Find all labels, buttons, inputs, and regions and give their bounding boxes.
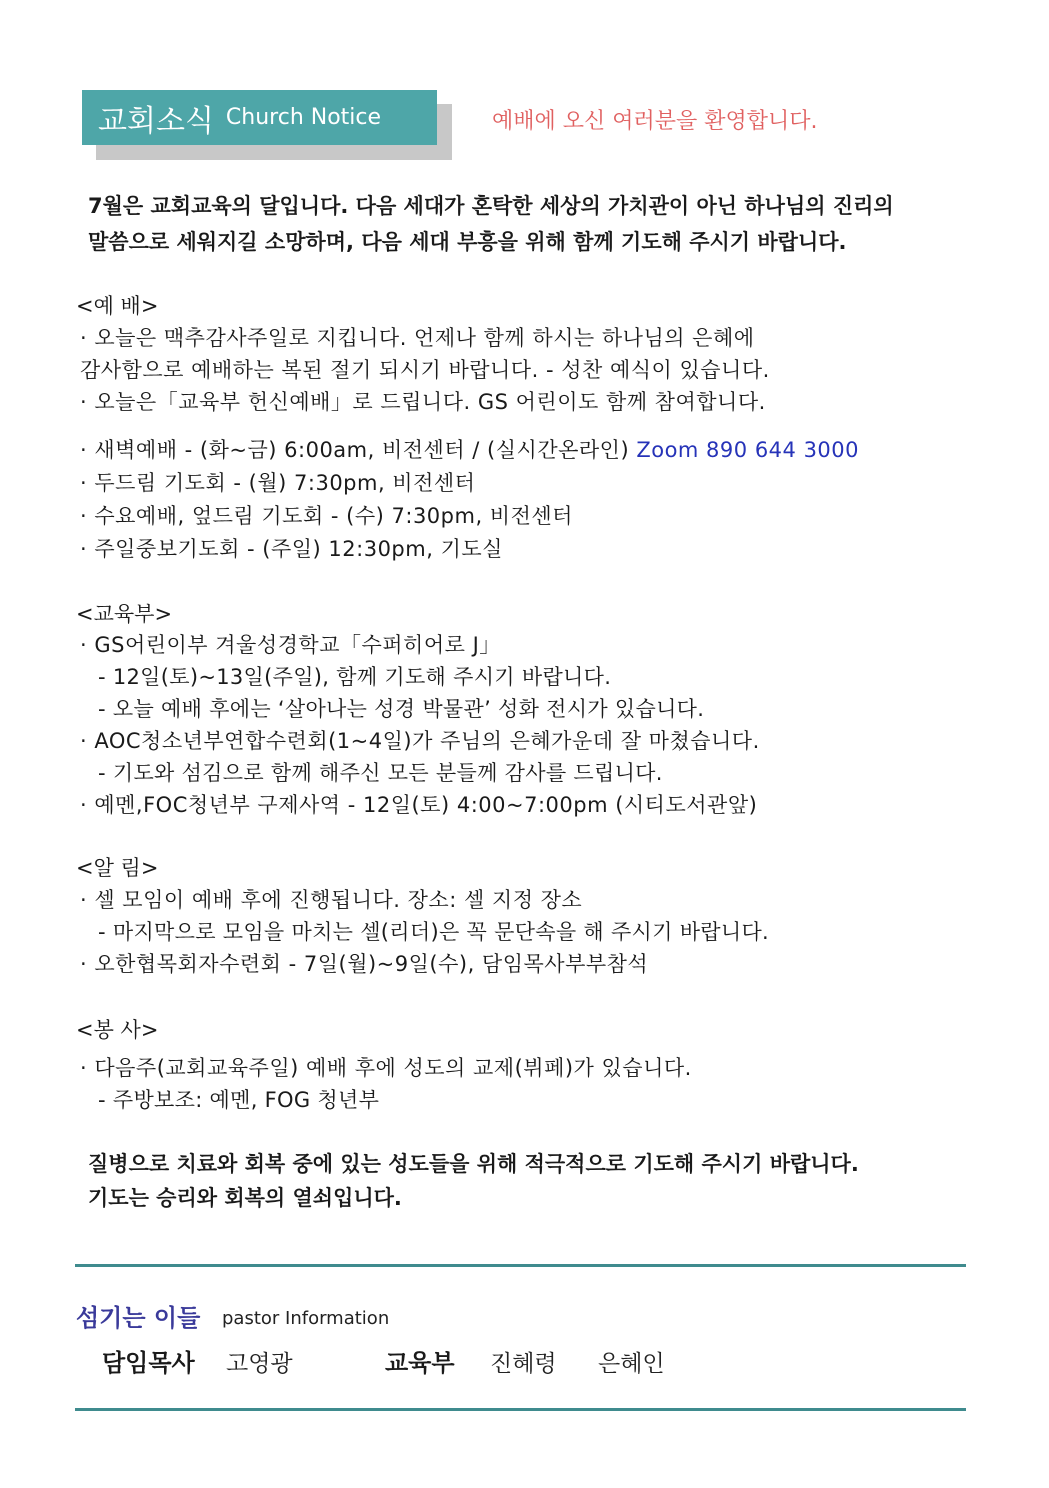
closing-line-2: 기도는 승리와 회복의 열쇠입니다. xyxy=(88,1186,402,1210)
education-role: 교육부 xyxy=(385,1349,455,1377)
intro-line-1: 7월은 교회교육의 달입니다. 다음 세대가 혼탁한 세상의 가치관이 아닌 하나님의 진리의 xyxy=(88,194,894,218)
divider-top xyxy=(75,1264,966,1267)
section-heading-education: <교육부> xyxy=(76,602,173,626)
section-heading-worship: <예 배> xyxy=(76,294,159,318)
section-heading-notice: <알 림> xyxy=(76,856,159,880)
list-item: · 셀 모임이 예배 후에 진행됩니다. 장소: 셀 지정 장소 xyxy=(80,888,583,912)
zoom-meeting-id: Zoom 890 644 3000 xyxy=(636,438,860,462)
list-item: · AOC청소년부연합수련회(1~4일)가 주님의 은혜가운데 잘 마쳤습니다. xyxy=(80,729,760,753)
senior-pastor-role: 담임목사 xyxy=(102,1349,195,1377)
divider-bottom xyxy=(75,1408,966,1411)
sub-item: - 오늘 예배 후에는 ‘살아나는 성경 박물관’ 성화 전시가 있습니다. xyxy=(98,697,705,721)
staff-heading-english: pastor Information xyxy=(222,1308,390,1329)
title-korean: 교회소식 xyxy=(98,103,214,139)
staff-heading: 섬기는 이들 xyxy=(76,1304,201,1332)
section-heading-service: <봉 사> xyxy=(76,1018,159,1042)
senior-pastor-name: 고영광 xyxy=(226,1351,293,1377)
page-title xyxy=(82,90,437,145)
list-item: · 예멘,FOC청년부 구제사역 - 12일(토) 4:00~7:00pm (시티도서관앞) xyxy=(80,793,758,817)
list-item: · 두드림 기도회 - (월) 7:30pm, 비전센터 xyxy=(80,471,476,495)
list-item: · 오한협목회자수련회 - 7일(월)~9일(수), 담임목사부부참석 xyxy=(80,952,649,976)
sub-item: - 주방보조: 예멘, FOG 청년부 xyxy=(98,1088,380,1112)
welcome-text: 예배에 오신 여러분을 환영합니다. xyxy=(492,109,818,134)
list-item: · 오늘은 맥추감사주일로 지킵니다. 언제나 함께 하시는 하나님의 은혜에 xyxy=(80,326,755,350)
list-item: · 주일중보기도회 - (주일) 12:30pm, 기도실 xyxy=(80,537,503,561)
list-item: 감사함으로 예배하는 복된 절기 되시기 바랍니다. - 성찬 예식이 있습니다. xyxy=(80,358,770,382)
list-item: · 수요예배, 엎드림 기도회 - (수) 7:30pm, 비전센터 xyxy=(80,504,573,528)
list-item: · 다음주(교회교육주일) 예배 후에 성도의 교제(뷔페)가 있습니다. xyxy=(80,1056,692,1080)
sub-item: - 기도와 섬김으로 함께 해주신 모든 분들께 감사를 드립니다. xyxy=(98,761,663,785)
sub-item: - 12일(토)~13일(주일), 함께 기도해 주시기 바랍니다. xyxy=(98,665,612,689)
list-item: · 오늘은「교육부 헌신예배」로 드립니다. GS 어린이도 함께 참여합니다. xyxy=(80,390,766,414)
education-name-1: 진혜령 xyxy=(490,1351,557,1377)
title-english: Church Notice xyxy=(225,105,382,130)
intro-line-2: 말씀으로 세워지길 소망하며, 다음 세대 부흥을 위해 함께 기도해 주시기 바랍니다. xyxy=(88,230,847,254)
list-item-dawn-worship xyxy=(80,434,859,464)
education-name-2: 은혜인 xyxy=(598,1351,665,1377)
closing-line-1: 질병으로 치료와 회복 중에 있는 성도들을 위해 적극적으로 기도해 주시기 바랍니다. xyxy=(88,1152,859,1176)
list-item: · GS어린이부 겨울성경학교「수퍼히어로 J」 xyxy=(80,633,501,657)
sub-item: - 마지막으로 모임을 마치는 셀(리더)은 꼭 문단속을 해 주시기 바랍니다. xyxy=(98,920,770,944)
dawn-worship-text: · 새벽예배 - (화~금) 6:00am, 비전센터 / (실시간온라인) xyxy=(80,438,637,462)
